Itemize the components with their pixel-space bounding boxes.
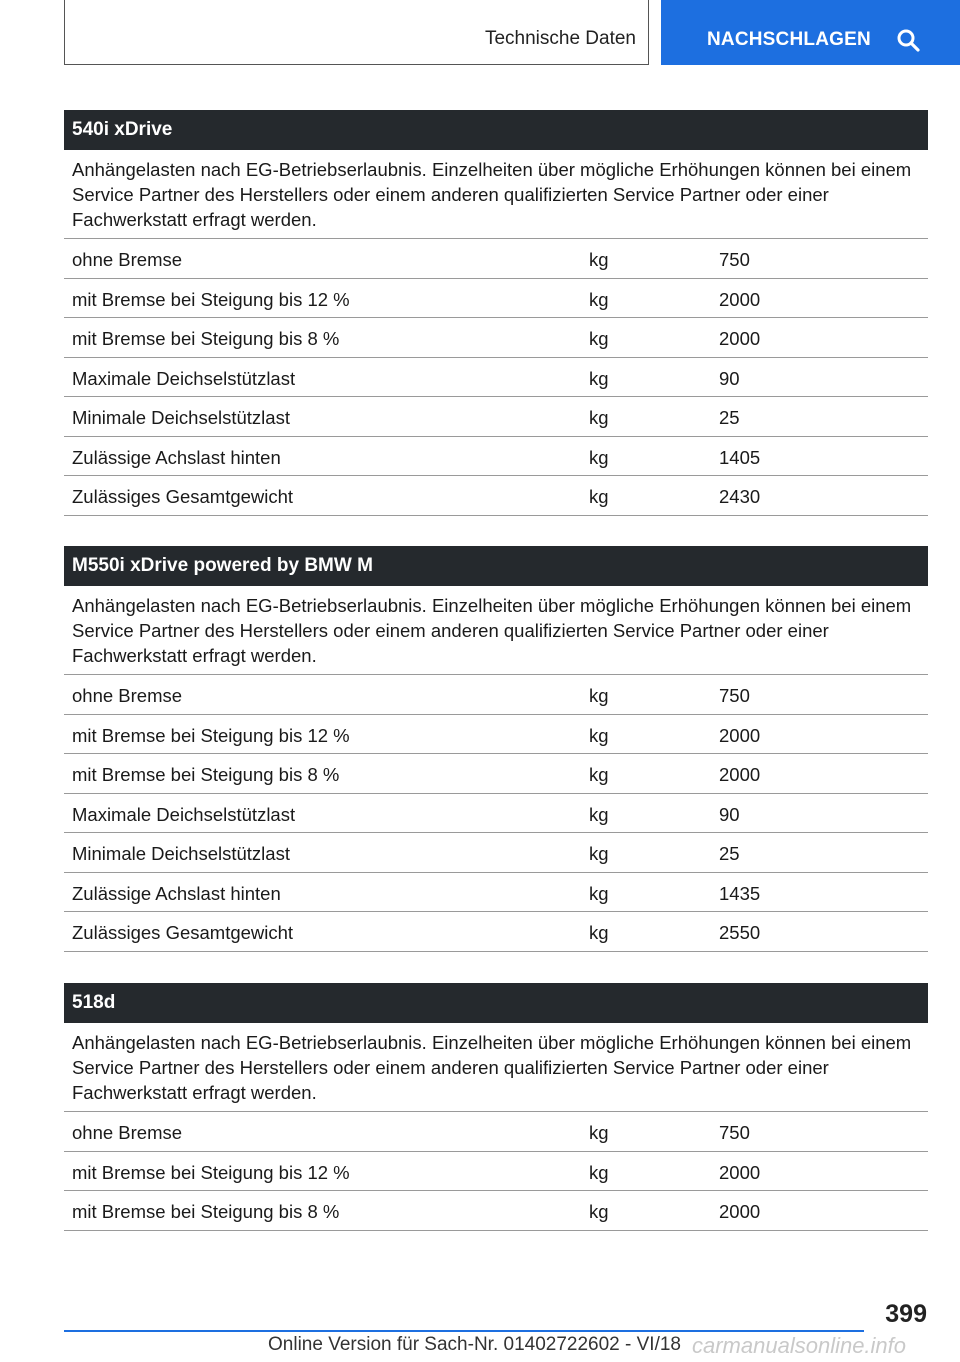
section-description: Anhängelasten nach EG-Betriebserlaubnis. Einzelheiten über mögliche Erhöhungen können bei einem Service Partner des Herstellers oder einem anderen qualifizierten Service Partner oder einer Fachwerkstatt erfragt werden.	[64, 1023, 928, 1112]
table-row	[64, 873, 928, 913]
row-unit: kg	[589, 328, 609, 349]
row-unit: kg	[589, 724, 609, 746]
row-unit: kg	[589, 407, 609, 428]
row-unit: kg	[589, 685, 609, 706]
table-row	[64, 794, 928, 834]
section-description: Anhängelasten nach EG-Betriebserlaubnis. Einzelheiten über mögliche Erhöhungen können bei einem Service Partner des Herstellers oder einem anderen qualifizierten Service Partner oder einer Fachwerkstatt erfragt werden.	[64, 150, 928, 239]
table-row	[64, 754, 928, 794]
row-value: 90	[719, 367, 740, 389]
row-label: mit Bremse bei Steigung bis 8 %	[72, 1201, 340, 1222]
table-row	[64, 1112, 928, 1152]
row-label: mit Bremse bei Steigung bis 12 %	[72, 1161, 350, 1183]
row-unit: kg	[589, 922, 609, 943]
row-value: 1405	[719, 446, 761, 468]
row-label: Maximale Deichselstützlast	[72, 367, 296, 389]
table-row	[64, 675, 928, 715]
spec-table-m550i	[64, 546, 928, 952]
nachschlagen-label: NACHSCHLAGEN	[707, 29, 871, 50]
row-label: Minimale Deichselstützlast	[72, 407, 290, 428]
row-value: 2000	[719, 328, 761, 349]
table-row	[64, 437, 928, 477]
row-value: 750	[719, 1122, 750, 1143]
row-label: Zulässiges Gesamtgewicht	[72, 486, 294, 507]
watermark: carmanualsonline.info	[692, 1333, 907, 1358]
row-unit: kg	[589, 1201, 609, 1222]
row-label: Minimale Deichselstützlast	[72, 843, 290, 864]
table-row	[64, 397, 928, 437]
row-label: mit Bremse bei Steigung bis 12 %	[72, 288, 350, 310]
row-value: 2000	[719, 1161, 761, 1183]
row-label: ohne Bremse	[72, 249, 183, 270]
row-value: 750	[719, 685, 750, 706]
row-label: Maximale Deichselstützlast	[72, 803, 296, 825]
row-unit: kg	[589, 1122, 609, 1143]
row-unit: kg	[589, 882, 609, 904]
row-label: mit Bremse bei Steigung bis 8 %	[72, 328, 340, 349]
spec-table-540i	[64, 110, 928, 516]
row-label: Zulässige Achslast hinten	[72, 882, 281, 904]
row-unit: kg	[589, 764, 609, 785]
row-unit: kg	[589, 367, 609, 389]
section-description: Anhängelasten nach EG-Betriebserlaubnis. Einzelheiten über mögliche Erhöhungen können bei einem Service Partner des Herstellers oder einem anderen qualifizierten Service Partner oder einer Fachwerkstatt erfragt werden.	[64, 586, 928, 675]
row-unit: kg	[589, 446, 609, 468]
row-unit: kg	[589, 1161, 609, 1183]
section-heading: M550i xDrive powered by BMW M	[64, 546, 928, 586]
header-section-tab	[64, 0, 649, 65]
row-value: 25	[719, 407, 740, 428]
nachschlagen-button[interactable]	[661, 0, 960, 65]
table-row	[64, 279, 928, 319]
row-label: mit Bremse bei Steigung bis 8 %	[72, 764, 340, 785]
table-row	[64, 912, 928, 952]
row-unit: kg	[589, 486, 609, 507]
spec-table-518d	[64, 983, 928, 1231]
row-unit: kg	[589, 803, 609, 825]
row-label: ohne Bremse	[72, 685, 183, 706]
row-value: 2000	[719, 288, 761, 310]
row-value: 1435	[719, 882, 761, 904]
row-value: 2000	[719, 1201, 761, 1222]
section-title: Technische Daten	[484, 28, 636, 49]
row-value: 2000	[719, 764, 761, 785]
row-value: 750	[719, 249, 750, 270]
section-heading: 540i xDrive	[64, 110, 928, 150]
table-row	[64, 833, 928, 873]
row-label: Zulässiges Gesamtgewicht	[72, 922, 294, 943]
table-row	[64, 1191, 928, 1231]
table-row	[64, 476, 928, 516]
row-value: 2430	[719, 486, 761, 507]
table-row	[64, 358, 928, 398]
search-icon[interactable]	[896, 28, 920, 52]
section-heading: 518d	[64, 983, 928, 1023]
page-number: 399	[885, 1300, 927, 1328]
row-unit: kg	[589, 249, 609, 270]
table-row	[64, 318, 928, 358]
row-value: 2550	[719, 922, 761, 943]
row-label: Zulässige Achslast hinten	[72, 446, 281, 468]
footer-divider	[64, 1330, 864, 1332]
row-label: ohne Bremse	[72, 1122, 183, 1143]
row-value: 2000	[719, 724, 761, 746]
row-unit: kg	[589, 843, 609, 864]
table-row	[64, 1152, 928, 1192]
online-version-text: Online Version für Sach-Nr. 01402722602 - VI/18	[268, 1334, 681, 1355]
row-unit: kg	[589, 288, 609, 310]
row-value: 90	[719, 803, 740, 825]
table-row	[64, 239, 928, 279]
row-value: 25	[719, 843, 740, 864]
table-row	[64, 715, 928, 755]
row-label: mit Bremse bei Steigung bis 12 %	[72, 724, 350, 746]
